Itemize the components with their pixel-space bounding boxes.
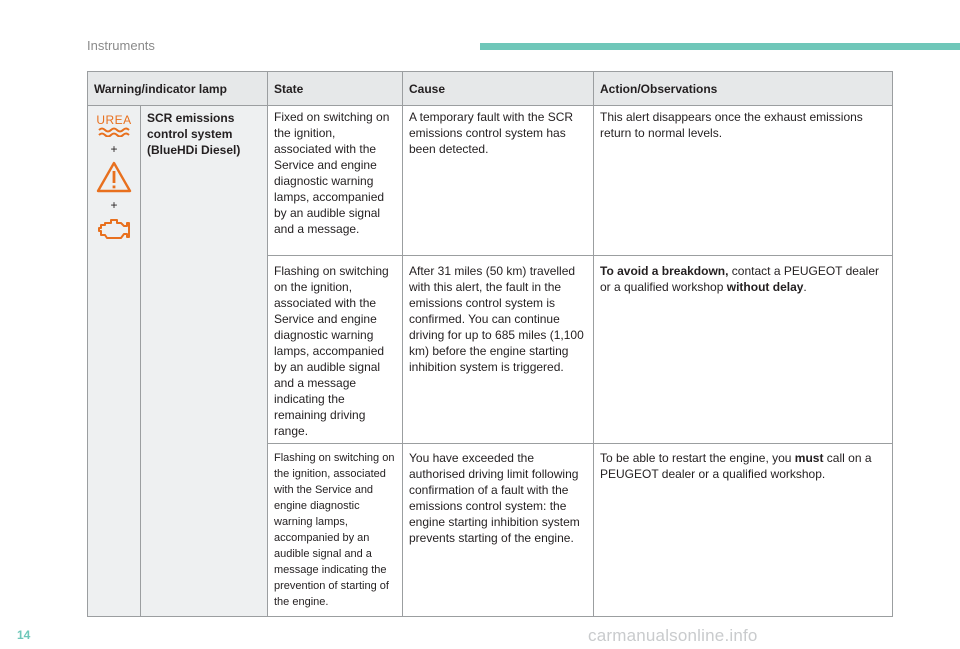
warning-lamp-table (87, 71, 893, 617)
state-text: Flashing on switching on the ignition, associated with the Service and engine diagnostic warning lamps, accompanied by an audible signal and a message indicating the remaining driving range. (274, 264, 389, 438)
section-accent-bar (480, 43, 960, 50)
action-text: To be able to restart the engine, you (600, 451, 795, 465)
urea-label: UREA (96, 113, 132, 127)
lamp-name-cell (141, 106, 268, 617)
lamp-icons-cell (88, 106, 141, 617)
warning-triangle-icon (96, 161, 132, 193)
action-cell (594, 106, 893, 256)
column-header-cause: Cause (403, 72, 594, 106)
table-row (88, 106, 893, 256)
cause-text: After 31 miles (50 km) travelled with this alert, the fault in the emissions control system is confirmed. You can continue driving for up to 685 miles (1,100 km) before the engine starting inhibition system is triggered. (409, 264, 584, 374)
table-header-row (88, 72, 893, 106)
action-emphasis: without delay (726, 280, 804, 294)
action-emphasis: To avoid a breakdown, (600, 264, 729, 278)
action-emphasis: must (794, 451, 824, 465)
action-text: . (803, 280, 807, 294)
plus-sign: + (110, 198, 118, 212)
cause-text: A temporary fault with the SCR emissions control system has been detected. (409, 110, 574, 156)
state-text: Fixed on switching on the ignition, associated with the Service and engine diagnostic warning lamps, accompanied by an audible signal and a message. (274, 110, 390, 236)
section-title: Instruments (87, 38, 155, 53)
action-cell (594, 444, 893, 617)
state-text: Flashing on switching on the ignition, associated with the Service and engine diagnostic warning lamps, accompanied by an audible signal and a message indicating the prevention of starting of the engine. (274, 452, 395, 608)
watermark: carmanualsonline.info (588, 626, 758, 645)
urea-warning-icon (96, 114, 131, 137)
action-text: contact a PEUGEOT dealer or a qualified workshop (600, 264, 879, 294)
cause-text: You have exceeded the authorised driving limit following confirmation of a fault with the emissions control system: the engine starting inhibition system prevents starting of the engine. (409, 451, 580, 545)
state-cell (268, 444, 403, 617)
cause-cell (403, 106, 594, 256)
cause-cell (403, 444, 594, 617)
cause-cell (403, 256, 594, 444)
column-header-lamp: Warning/indicator lamp (88, 72, 268, 106)
column-header-state: State (268, 72, 403, 106)
lamp-name: SCR emissions control system (BlueHDi Diesel) (147, 111, 241, 157)
engine-diagnostic-icon (97, 217, 131, 241)
action-text: This alert disappears once the exhaust emissions return to normal levels. (600, 110, 863, 140)
state-cell (268, 106, 403, 256)
action-text: call on a PEUGEOT dealer or a qualified workshop. (600, 451, 872, 481)
page-number: 14 (17, 628, 31, 642)
column-header-action: Action/Observations (594, 72, 893, 106)
state-cell (268, 256, 403, 444)
plus-sign: + (110, 142, 118, 156)
action-cell (594, 256, 893, 444)
